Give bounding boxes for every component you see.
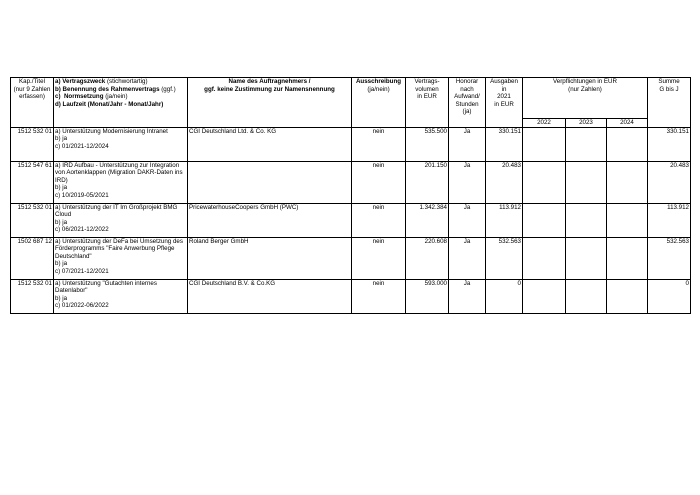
auftragnehmer-cell: PricewaterhouseCoopers GmbH (PWC) [188,203,352,237]
contracts-table [10,77,691,314]
honorar-cell: Ja [449,279,486,313]
header-kap-titel: Kap./Titel (nur 9 Zahlen erfassen) [11,78,54,128]
table-row [11,127,691,161]
auftragnehmer-cell [188,161,352,203]
header-row [11,78,691,119]
year-2023-cell [566,237,607,279]
kap-cell: 1512 532 01 [11,127,54,161]
volumen-cell: 201.150 [406,161,449,203]
ausschreibung-cell: nein [352,161,406,203]
zweck-cell: a) Unterstützung der IT Im Großprojekt BMG Cloud b) ja c) 06/2021-12/2022 [54,203,188,237]
ausgaben-cell: 0 [486,279,523,313]
year-2022-cell [523,127,566,161]
volumen-cell: 1.342.384 [406,203,449,237]
header-volumen: Vertrags- volumen in EUR [406,78,449,128]
year-2022-cell [523,279,566,313]
kap-cell: 1512 532 01 [11,203,54,237]
ausgaben-cell: 330.151 [486,127,523,161]
ausschreibung-cell: nein [352,203,406,237]
year-2023-cell [566,279,607,313]
kap-cell: 1512 547 61 [11,161,54,203]
ausschreibung-cell: nein [352,127,406,161]
table-row [11,279,691,313]
zweck-cell: a) Unterstützung der DeFa bei Umsetzung des Förderprogramms "Faire Anwerbung Pflege Deutschland" b) ja c) 07/2021-12/2021 [54,237,188,279]
year-2024-cell [607,203,648,237]
year-2022-cell [523,161,566,203]
year-2022-cell [523,237,566,279]
honorar-cell: Ja [449,127,486,161]
header-honorar: Honorar nach Aufwand/ Stunden (ja) [449,78,486,128]
honorar-cell: Ja [449,203,486,237]
kap-cell: 1502 687 12 [11,237,54,279]
year-2023-cell [566,203,607,237]
year-2023-cell [566,127,607,161]
summe-cell: 532.563 [648,237,691,279]
auftragnehmer-cell: Roland Berger GmbH [188,237,352,279]
year-2023-cell [566,161,607,203]
table-row [11,203,691,237]
year-2024-cell [607,127,648,161]
zweck-cell: a) Unterstützung Modernisierung Intranet b) ja c) 01/2021-12/2024 [54,127,188,161]
header-year-2023: 2023 [566,119,607,128]
year-2024-cell [607,279,648,313]
summe-cell: 0 [648,279,691,313]
header-summe: Summe G bis J [648,78,691,128]
ausgaben-cell: 113.912 [486,203,523,237]
summe-cell: 330.151 [648,127,691,161]
volumen-cell: 220.608 [406,237,449,279]
ausschreibung-cell: nein [352,237,406,279]
header-verpflichtungen: Verpflichtungen in EUR (nur Zahlen) [523,78,648,119]
ausgaben-cell: 20.483 [486,161,523,203]
header-year-2022: 2022 [523,119,566,128]
auftragnehmer-cell: CGI Deutschland B.V. & Co.KG [188,279,352,313]
summe-cell: 113.912 [648,203,691,237]
ausgaben-cell: 532.563 [486,237,523,279]
year-2024-cell [607,237,648,279]
zweck-cell: a) IRD Aufbau - Unterstützung zur Integration von Aortenklappen (Migration DAKR-Daten ins IRD) b) ja c) 10/2019-05/2021 [54,161,188,203]
zweck-cell: a) Unterstützung "Gutachten internes Datenlabor" b) ja c) 01/2022-06/2022 [54,279,188,313]
year-2024-cell [607,161,648,203]
kap-cell: 1512 532 01 [11,279,54,313]
year-2022-cell [523,203,566,237]
header-vertragszweck: a) Vertragszweck (stichwortartig) b) Benennung des Rahmenvertrags (ggf.) c) Normsetzung (ja/nein) d) Laufzeit (Monat/Jahr - Monat/Jahr) [54,78,188,128]
header-ausschreibung: Ausschreibung (ja/nein) [352,78,406,128]
table-row [11,237,691,279]
summe-cell: 20.483 [648,161,691,203]
header-year-2024: 2024 [607,119,648,128]
honorar-cell: Ja [449,161,486,203]
honorar-cell: Ja [449,237,486,279]
table-row [11,161,691,203]
volumen-cell: 593.000 [406,279,449,313]
header-ausgaben: Ausgaben in 2021 in EUR [486,78,523,128]
header-auftragnehmer: Name des Auftragnehmers / ggf. keine Zustimmung zur Namensnennung [188,78,352,128]
ausschreibung-cell: nein [352,279,406,313]
volumen-cell: 535.500 [406,127,449,161]
auftragnehmer-cell: CGI Deutschland Ltd. & Co. KG [188,127,352,161]
